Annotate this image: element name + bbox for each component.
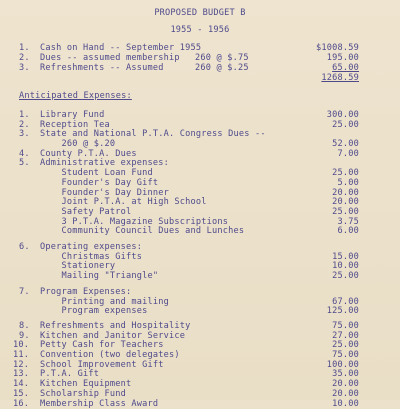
expense-item-number: 1. — [19, 110, 30, 120]
expense-item-amount: 20.00 — [332, 188, 359, 198]
expense-item-label: Refreshments and Hospitality — [40, 321, 191, 331]
expense-item-amount: 25.00 — [332, 168, 359, 178]
expense-item-amount: 125.00 — [326, 306, 359, 316]
expense-item-label: Christmas Gifts — [40, 252, 143, 262]
expense-item-amount: 25.00 — [332, 340, 359, 350]
expense-item-label: Program Expenses: — [40, 287, 132, 297]
expense-item-amount: 6.00 — [337, 226, 359, 236]
expense-item-number: 6. — [19, 242, 30, 252]
expense-item-amount: 20.00 — [332, 379, 359, 389]
expense-item-number: 9. — [19, 331, 30, 341]
expense-item-number: 8. — [19, 321, 30, 331]
income-item-detail: 260 @ $.75 — [195, 53, 249, 63]
expense-item-label: Library Fund — [40, 110, 105, 120]
expense-item-label: 260 @ $.20 — [40, 139, 116, 149]
expense-item-label: Community Council Dues and Lunches — [40, 226, 245, 236]
page-title: PROPOSED BUDGET B — [154, 8, 246, 18]
expense-item-label: Printing and mailing — [40, 297, 169, 307]
income-item-label: Refreshments -- Assumed — [40, 63, 164, 73]
income-item-amount: $1008.59 — [316, 43, 359, 53]
expense-item-amount: 20.00 — [332, 389, 359, 399]
fiscal-years: 1955 - 1956 — [170, 25, 230, 35]
expense-item-amount: 25.00 — [332, 271, 359, 281]
expense-item-number: 10. — [13, 340, 30, 350]
expense-item-label: Kitchen Equipment — [40, 379, 132, 389]
expense-item-label: Program expenses — [40, 306, 148, 316]
expense-item-number: 4. — [19, 149, 30, 159]
expense-item-number: 16. — [13, 399, 30, 409]
expense-item-label: Safety Patrol — [40, 207, 132, 217]
expense-item-label: Scholarship Fund — [40, 389, 126, 399]
income-total: 1268.59 — [321, 73, 359, 83]
expense-item-amount: 15.00 — [332, 252, 359, 262]
income-item-number: 1. — [19, 43, 30, 53]
expense-item-amount: 75.00 — [332, 321, 359, 331]
expense-item-number: 5. — [19, 158, 30, 168]
income-item-amount: 65.00 — [332, 63, 359, 73]
expense-item-number: 13. — [13, 369, 30, 379]
expense-item-label: Mailing "Triangle" — [40, 271, 159, 281]
income-item-label: Dues -- assumed membership — [40, 53, 180, 63]
expense-item-label: Reception Tea — [40, 120, 110, 130]
expenses-heading: Anticipated Expenses: — [19, 91, 132, 101]
expense-item-amount: 75.00 — [332, 350, 359, 360]
expense-item-number: 11. — [13, 350, 30, 360]
income-item-number: 3. — [19, 63, 30, 73]
expense-item-label: 3 P.T.A. Magazine Subscriptions — [40, 217, 229, 227]
income-item-detail: 260 @ $.25 — [195, 63, 249, 73]
expense-item-amount: 67.00 — [332, 297, 359, 307]
expense-item-number: 15. — [13, 389, 30, 399]
expense-item-amount: 10.00 — [332, 399, 359, 409]
expense-item-label: Joint P.T.A. at High School — [40, 197, 207, 207]
expense-item-amount: 7.00 — [337, 149, 359, 159]
expense-item-amount: 52.00 — [332, 139, 359, 149]
expense-item-amount: 100.00 — [326, 360, 359, 370]
income-item-number: 2. — [19, 53, 30, 63]
expense-item-label: County P.T.A. Dues — [40, 149, 137, 159]
expense-item-label: Student Loan Fund — [40, 168, 153, 178]
income-item-label: Cash on Hand -- September 1955 — [40, 43, 202, 53]
expense-item-amount: 20.00 — [332, 197, 359, 207]
expense-item-label: School Improvement Gift — [40, 360, 164, 370]
expense-item-amount: 10.00 — [332, 261, 359, 271]
expense-item-label: Convention (two delegates) — [40, 350, 180, 360]
expense-item-number: 12. — [13, 360, 30, 370]
expense-item-label: Petty Cash for Teachers — [40, 340, 164, 350]
expense-item-amount: 300.00 — [326, 110, 359, 120]
expense-item-label: Membership Class Award — [40, 399, 159, 409]
expense-item-label: Founder's Day Gift — [40, 178, 159, 188]
expense-item-number: 14. — [13, 379, 30, 389]
expense-item-amount: 3.75 — [337, 217, 359, 227]
expense-item-number: 2. — [19, 120, 30, 130]
expense-item-amount: 35.00 — [332, 369, 359, 379]
expense-item-label: Kitchen and Janitor Service — [40, 331, 186, 341]
expense-item-amount: 5.00 — [337, 178, 359, 188]
expense-item-amount: 25.00 — [332, 120, 359, 130]
expense-item-label: P.T.A. Gift — [40, 369, 100, 379]
expense-item-label: Operating expenses: — [40, 242, 143, 252]
income-item-amount: 195.00 — [326, 53, 359, 63]
expense-item-label: State and National P.T.A. Congress Dues -- — [40, 129, 266, 139]
expense-item-label: Founder's Day Dinner — [40, 188, 169, 198]
expense-item-number: 3. — [19, 129, 30, 139]
expense-item-amount: 27.00 — [332, 331, 359, 341]
expense-item-label: Administrative expenses: — [40, 158, 169, 168]
expense-item-amount: 25.00 — [332, 207, 359, 217]
expense-item-label: Stationery — [40, 261, 116, 271]
expense-item-number: 7. — [19, 287, 30, 297]
